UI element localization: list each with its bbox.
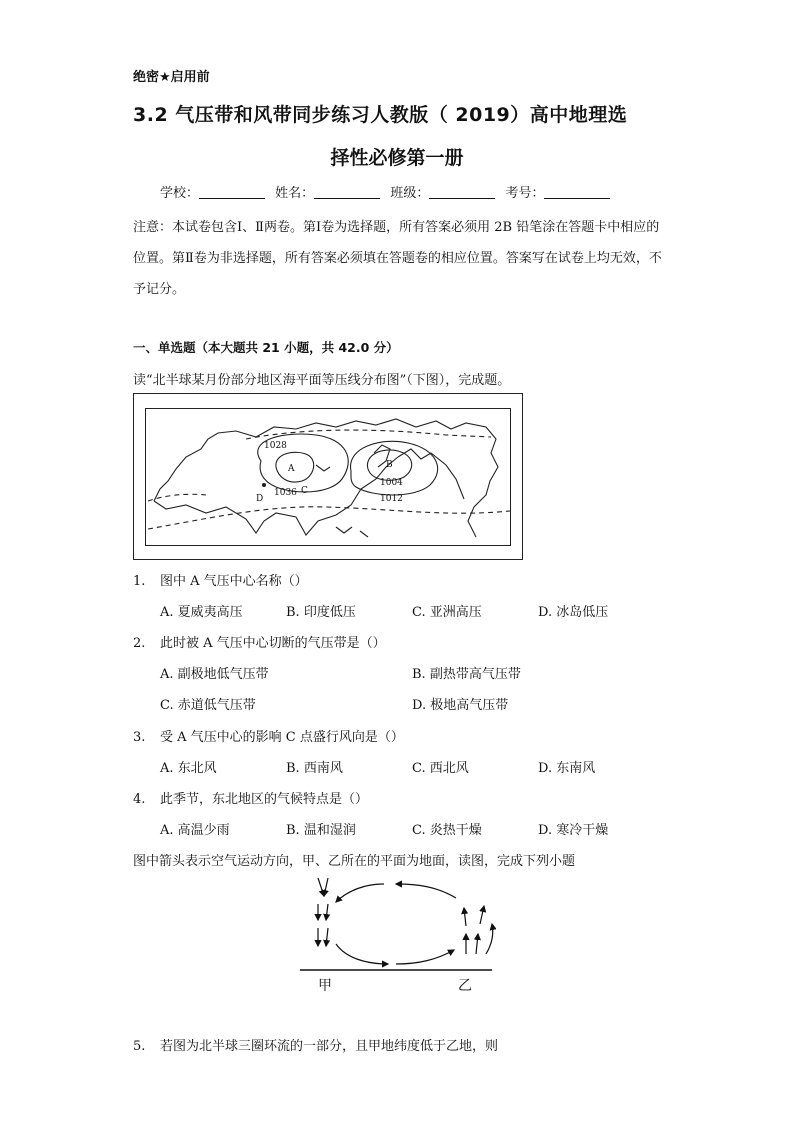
q4-option-a[interactable]: A. 高温少雨 — [160, 823, 230, 838]
class-label: 班级： — [390, 186, 430, 201]
arrow-top-2 — [336, 884, 384, 902]
question-5 — [133, 1035, 498, 1054]
question-3-text: 受 A 气压中心的影响 C 点盛行风向是（） — [160, 730, 404, 745]
question-3-number: 3. — [133, 730, 146, 745]
question-2-text: 此时被 A 气压中心切断的气压带是（） — [160, 636, 386, 651]
exam-no-label: 考号： — [505, 186, 545, 201]
q3-option-d[interactable]: D. 东南风 — [538, 761, 596, 776]
isobar-map-drawing — [146, 409, 510, 545]
exam-no-blank — [544, 186, 610, 199]
question-5-text: 若图为北半球三圈环流的一部分，且甲地纬度低于乙地，则 — [160, 1039, 499, 1054]
q1-option-a[interactable]: A. 夏威夷高压 — [160, 605, 243, 620]
school-label: 学校： — [160, 186, 200, 201]
river-detail — [316, 465, 330, 471]
arrow-left-down-4 — [326, 904, 328, 920]
q1-option-c[interactable]: C. 亚洲高压 — [412, 605, 482, 620]
isobar-1036 — [276, 452, 314, 482]
arrow-left-down-1 — [318, 878, 324, 896]
q2-option-d[interactable]: D. 极地高气压带 — [412, 698, 509, 713]
arrow-right-up-4 — [480, 906, 484, 924]
q3-option-c[interactable]: C. 西北风 — [412, 761, 469, 776]
school-blank — [199, 186, 265, 199]
section-heading: 一、单选题（本大题共 21 小题，共 42.0 分） — [133, 340, 399, 355]
question-1-text: 图中 A 气压中心名称（） — [160, 574, 308, 589]
q2-option-b[interactable]: B. 副热带高气压带 — [412, 667, 521, 682]
page-title-line2: 择性必修第一册 — [330, 147, 464, 169]
arrow-left-down-6 — [326, 928, 328, 946]
q2-option-a[interactable]: A. 副极地低气压带 — [160, 667, 269, 682]
isobar-map-inner — [145, 408, 511, 546]
label-1004: 1004 — [380, 478, 403, 488]
label-a: A — [288, 464, 295, 474]
page-title-line1: 3.2 气压带和风带同步练习人教版（ 2019）高中地理选 — [133, 104, 628, 126]
label-1028: 1028 — [264, 441, 287, 451]
question-1-number: 1. — [133, 574, 146, 589]
label-1036: 1036 — [274, 488, 297, 498]
arrow-right-up-2 — [476, 934, 478, 954]
question-4-text: 此季节，东北地区的气候特点是（） — [160, 792, 369, 807]
q1-option-b[interactable]: B. 印度低压 — [286, 605, 356, 620]
question-1 — [133, 570, 308, 589]
q3-option-b[interactable]: B. 西南风 — [286, 761, 343, 776]
question-5-number: 5. — [133, 1039, 146, 1054]
q4-option-d[interactable]: D. 寒冷干燥 — [538, 823, 609, 838]
label-d: D — [256, 494, 264, 504]
question-3 — [133, 726, 404, 745]
label-1012: 1012 — [380, 494, 403, 504]
circulation-diagram — [296, 874, 496, 996]
question-2 — [133, 632, 386, 651]
arrow-top-1 — [396, 884, 456, 898]
question-intro-2: 图中箭头表示空气运动方向，甲、乙所在的平面为地面，读图，完成下列小题 — [133, 854, 576, 869]
arrow-right-up-3 — [464, 908, 466, 926]
question-4-number: 4. — [133, 792, 146, 807]
question-4 — [133, 788, 368, 807]
label-b: B — [386, 460, 393, 470]
q4-option-b[interactable]: B. 温和湿润 — [286, 823, 356, 838]
q2-option-c[interactable]: C. 赤道低气压带 — [160, 698, 256, 713]
arrow-bottom-1 — [336, 944, 388, 964]
question-2-number: 2. — [133, 636, 146, 651]
circulation-diagram-drawing — [296, 874, 496, 996]
dashed-line-north — [246, 430, 491, 439]
class-blank — [429, 186, 495, 199]
marker-d — [263, 484, 266, 487]
label-c: C — [301, 486, 308, 496]
name-blank — [314, 186, 380, 199]
isobar-map — [133, 393, 523, 560]
arrow-bottom-2 — [396, 950, 454, 964]
confidential-mark: 绝密★启用前 — [133, 70, 210, 85]
student-info-line — [160, 182, 616, 201]
q4-option-c[interactable]: C. 炎热干燥 — [412, 823, 482, 838]
q3-option-a[interactable]: A. 东北风 — [160, 761, 217, 776]
coastline-islands — [336, 527, 368, 537]
arrow-right-up-5 — [486, 924, 493, 954]
exam-notice: 注意：本试卷包含Ⅰ、Ⅱ两卷。第Ⅰ卷为选择题，所有答案必须用 2B 铅笔涂在答题卡中相应的位置。第Ⅱ卷为非选择题，所有答案必须填在答题卷的相应位置。答案写在试卷上均无效，不予记分。 — [133, 220, 662, 297]
arrow-left-down-2 — [324, 878, 328, 896]
question-intro-1: 读“北半球某月份部分地区海平面等压线分布图”（下图），完成题。 — [133, 373, 511, 388]
label-yi: 乙 — [458, 978, 472, 994]
q1-option-d[interactable]: D. 冰岛低压 — [538, 605, 609, 620]
label-jia: 甲 — [318, 978, 332, 994]
name-label: 姓名： — [275, 186, 315, 201]
